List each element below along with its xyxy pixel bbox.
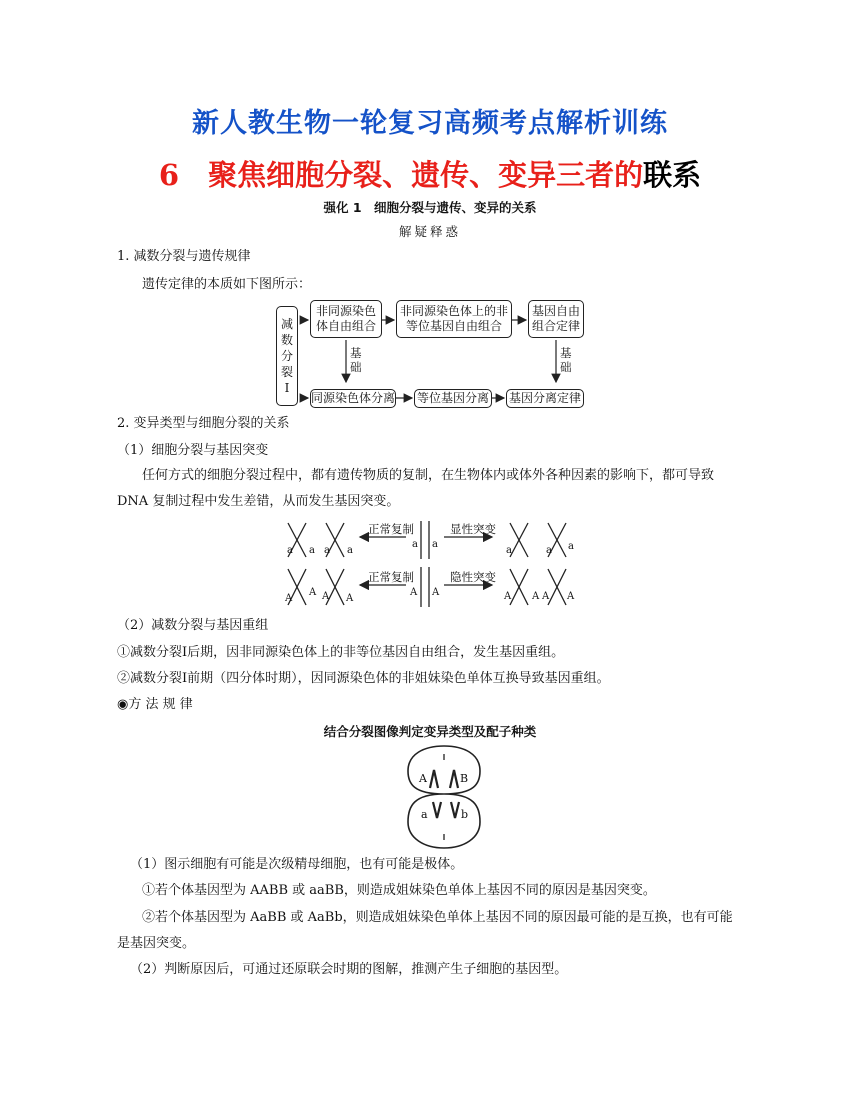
box-allele-separation [414,389,492,408]
cell-label-a: a [421,808,428,821]
allele-label: A [322,591,330,602]
cell-drawing [404,744,484,850]
allele-label: A [309,587,317,598]
box3-text: 基因自由组合定律 [531,304,580,333]
cell-label-A: A [419,772,427,785]
box-independent-assortment-law [528,300,584,338]
method-tag: ◉方 法 规 律 [117,697,193,712]
method-point2: （2）判断原因后，可通过还原联会时期的图解，推测产生子细胞的基因型。 [130,962,568,977]
section-title: 强化 1 细胞分裂与遗传、变异的关系 [323,200,537,215]
box-segregation-law [506,389,584,408]
genetics-law-diagram [276,298,586,410]
method-point1: （1）图示细胞有可能是次级精母细胞，也有可能是极体。 [130,857,464,872]
normal-replication-label-1: 正常复制 [368,522,414,536]
box2-text: 非同源染色体上的非等位基因自由组合 [399,304,508,333]
allele-label: A [504,591,512,602]
part2-sub1: （1）细胞分裂与基因突变 [117,443,269,458]
part2-para1-line1: 任何方式的细胞分裂过程中，都有遗传物质的复制，在生物体内或体外各种因素的影响下，都可导致 [142,468,715,483]
allele-label: A [346,593,354,604]
cell-label-B: B [460,772,469,785]
dominant-mutation-label: 显性突变 [450,522,496,536]
page-title: 新人教生物一轮复习高频考点解析训练 [192,108,668,139]
allele-label: A [410,587,418,598]
allele-label: a [287,545,293,556]
allele-label: a [347,545,353,556]
allele-label: a [324,545,330,556]
allele-label: A [532,591,540,602]
method-point1b-line2: 是基因突变。 [117,936,196,951]
part2-sub2: （2）减数分裂与基因重组 [117,618,269,633]
normal-replication-label-2: 正常复制 [368,570,414,584]
part2-item1: ①减数分裂Ⅰ后期，因非同源染色体上的非等位基因自由组合，发生基因重组。 [117,645,565,660]
method-point1a: ①若个体基因型为 AABB 或 aaBB，则造成姐妹染色单体上基因不同的原因是基因突变。 [142,883,656,898]
box5-text: 等位基因分离 [416,391,489,405]
part2-item2: ②减数分裂Ⅰ前期（四分体时期），因同源染色体的非姐妹染色单体互换导致基因重组。 [117,671,610,686]
cell-division-figure [404,744,484,850]
page-subtitle [0,153,860,194]
basis-left-label: 基础 [350,346,362,374]
box-homologous-separation [310,389,396,408]
allele-label: A [432,587,440,598]
allele-label: A [567,591,575,602]
allele-label: a [546,545,552,556]
subtitle-red-text: 6 聚焦细胞分裂、遗传、变异三者的 [158,158,644,192]
basis-right-label: 基础 [560,346,572,374]
box6-text: 基因分离定律 [508,391,581,405]
part1-intro: 遗传定律的本质如下图所示： [142,277,312,292]
allele-label: A [542,591,550,602]
allele-label: a [412,539,418,550]
allele-label: a [506,545,512,556]
recessive-mutation-label: 隐性突变 [450,570,496,584]
allele-label: A [285,593,293,604]
method-point1b-line1: ②若个体基因型为 AaBB 或 AaBb，则造成姐妹染色单体上基因不同的原因最可能的是互换，也有可能 [142,910,733,925]
part2-para1-line2: DNA 复制过程中发生差错，从而发生基因突变。 [117,494,400,509]
side-label-box [276,306,298,406]
box4-text: 同源染色体分离 [311,391,396,405]
mutation-figure [284,515,580,611]
part1-heading: 1. 减数分裂与遗传规律 [117,249,251,264]
method-heading: 结合分裂图像判定变异类型及配子种类 [323,724,537,739]
box-nonallelic-combination [396,300,512,338]
side-label: 减数分裂Ⅰ [280,317,293,395]
section-tag: 解疑释惑 [398,224,461,239]
allele-label: a [432,539,438,550]
cell-label-b: b [461,808,469,821]
box1-text: 非同源染色体自由组合 [315,304,376,333]
subtitle-black-text: 联系 [643,158,702,192]
part2-heading: 2. 变异类型与细胞分裂的关系 [117,416,290,431]
allele-label: a [309,545,315,556]
allele-label: a [568,541,574,552]
box-nonhomologous-combination [310,300,382,338]
